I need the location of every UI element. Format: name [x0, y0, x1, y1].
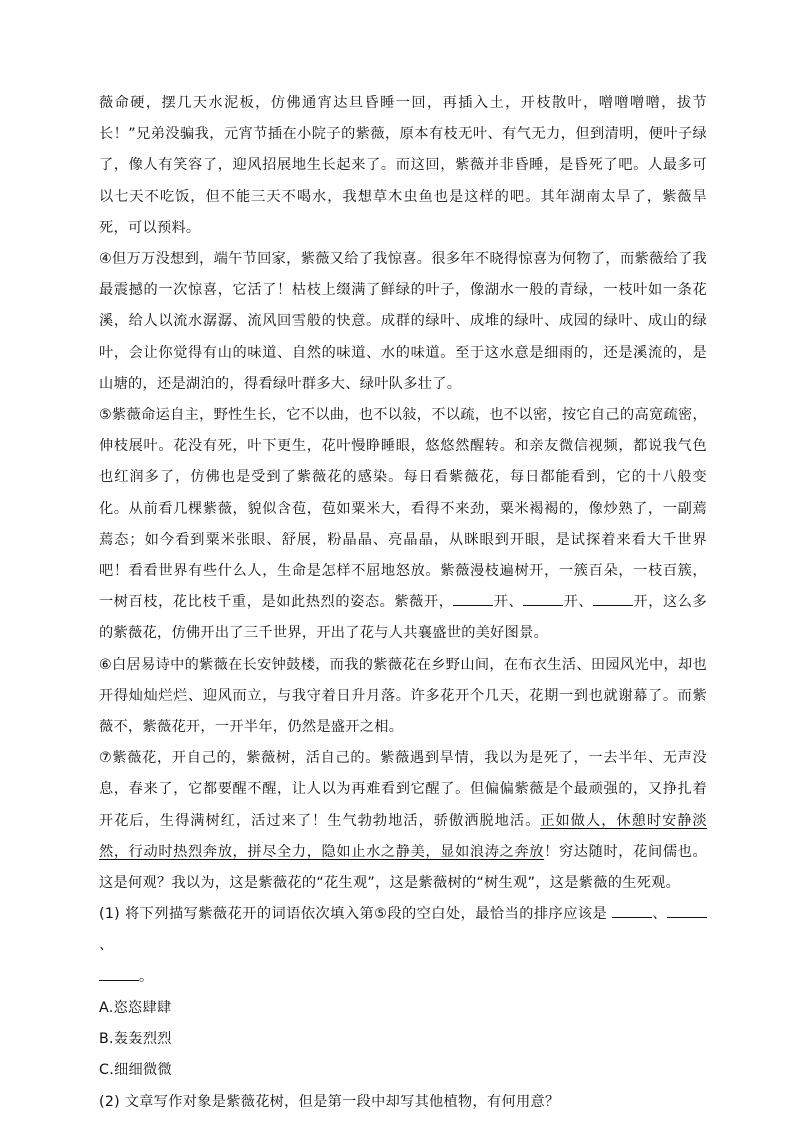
answer-blank-3 [99, 966, 139, 981]
blank-2 [523, 591, 563, 606]
paragraph-5-tail: 开，这么多的紫薇花，仿佛开出了三千世界，开出了花与人共襄盛世的美好图景。 [99, 594, 707, 642]
paragraph-5-sep-2: 开、 [563, 594, 594, 611]
answer-blank-1 [612, 903, 652, 918]
question-1-sep-2: 、 [99, 937, 114, 954]
question-1 [99, 899, 707, 993]
option-c: C.细细微微 [99, 1062, 172, 1079]
question-1-text: (1) 将下列描写紫薇花开的词语依次填入第⑤段的空白处，最恰当的排序应该是 [99, 906, 608, 923]
paragraph-5 [99, 400, 707, 650]
question-1-sep-1: 、 [652, 906, 667, 923]
paragraph-4: ④但万万没想到，端午节回家，紫薇又给了我惊喜。很多年不晓得惊喜为何物了，而紫薇给了我最震撼的一次惊喜，它活了！枯枝上缀满了鲜绿的叶子，像湖水一般的青绿，一枝叶如一条花溪，给人以流水潺潺、流风回雪般的快意。成群的绿叶、成堆的绿叶、成园的绿叶、成山的绿叶，会让你觉得有山的味道、自然的味道、水的味道。至于这水意是细雨的，还是溪流的，是山塘的，还是湖泊的，得看绿叶群多大、绿叶队多壮了。 [99, 251, 707, 392]
paragraph-5-sep-1: 开、 [493, 594, 524, 611]
question-1-end: 。 [139, 968, 154, 985]
option-a: A.恣恣肆肆 [99, 999, 172, 1016]
paragraph-7 [99, 743, 707, 899]
paragraph-continuation: 薇命硬，摆几天水泥板，仿佛通宵达旦昏睡一回，再插入土，开枝散叶，噌噌噌噌，拔节长！”兄弟没骗我，元宵节插在小院子的紫薇，原本有枝无叶、有气无力，但到清明，便叶子绿了，像人有笑容了，迎风招展地生长起来了。而这回，紫薇并非昏睡，是昏死了吧。人最多可以七天不吃饭，但不能三天不喝水，我想草木虫鱼也是这样的吧。其年湖南太旱了，紫薇旱死，可以预料。 [99, 95, 707, 236]
underlined-sentence: 正如做人，休憩时安静淡然，行动时热烈奔放，拼尽全力，隐如止水之静美，显如浪涛之奔放 [99, 812, 707, 860]
option-b: B.轰轰烈烈 [99, 1031, 172, 1048]
paragraph-6: ⑥白居易诗中的紫薇在长安钟鼓楼，而我的紫薇花在乡野山间，在布衣生活、田园风光中，却也开得灿灿烂烂、迎风而立，与我守着日升月落。许多花开个几天，花期一到也就谢幕了。而紫薇不，紫薇花开，一开半年，仍然是盛开之相。 [99, 656, 707, 736]
blank-3 [593, 591, 633, 606]
paragraph-7-text: ⑦紫薇花，开自己的，紫薇树，活自己的。紫薇遇到旱情，我以为是死了，一去半年、无声没息，春来了，它都要醒不醒，让人以为再难看到它醒了。但偏偏紫薇是个最顽强的，又挣扎着开花后，生得满树红，活过来了！生气勃勃地活，骄傲洒脱地活。 [99, 750, 707, 829]
paragraph-7-tail: ！穷达随时，花间儒也。这是何观？我以为，这是紫薇花的“花生观”，这是紫薇树的“树生观”，这是紫薇的生死观。 [99, 843, 707, 892]
answer-blank-2 [667, 903, 707, 918]
question-2: (2) 文章写作对象是紫薇花树，但是第一段中却写其他植物，有何用意？ [99, 1093, 560, 1110]
paragraph-5-text: ⑤紫薇命运自主，野性生长，它不以曲，也不以敍，不以疏，也不以密，按它自己的高宽疏密，伸枝展叶。花没有死，叶下更生，花叶慢睁睡眼，悠悠然醒转。和亲友微信视频，都说我气色也红润多了，仿佛也是受到了紫薇花的感染。每日看紫薇花，每日都能看到，它的十八般变化。从前看几棵紫薇，貌似含苞，苞如粟米大，看得不来劲，粟米褐褐的，像炒熟了，一副蔫蔫态；如今看到粟米张眼、舒展，粉晶晶、亮晶晶，从眯眼到开眼，是试探着来看大千世界吧！看看世界有些什么人，生命是怎样不屈地怒放。紫薇漫枝遍树开，一簇百朵，一枝百簇，一树百枝，花比枝千重，是如此热烈的姿态。紫薇开， [99, 407, 707, 611]
document-body [99, 88, 707, 1118]
blank-1 [453, 591, 493, 606]
